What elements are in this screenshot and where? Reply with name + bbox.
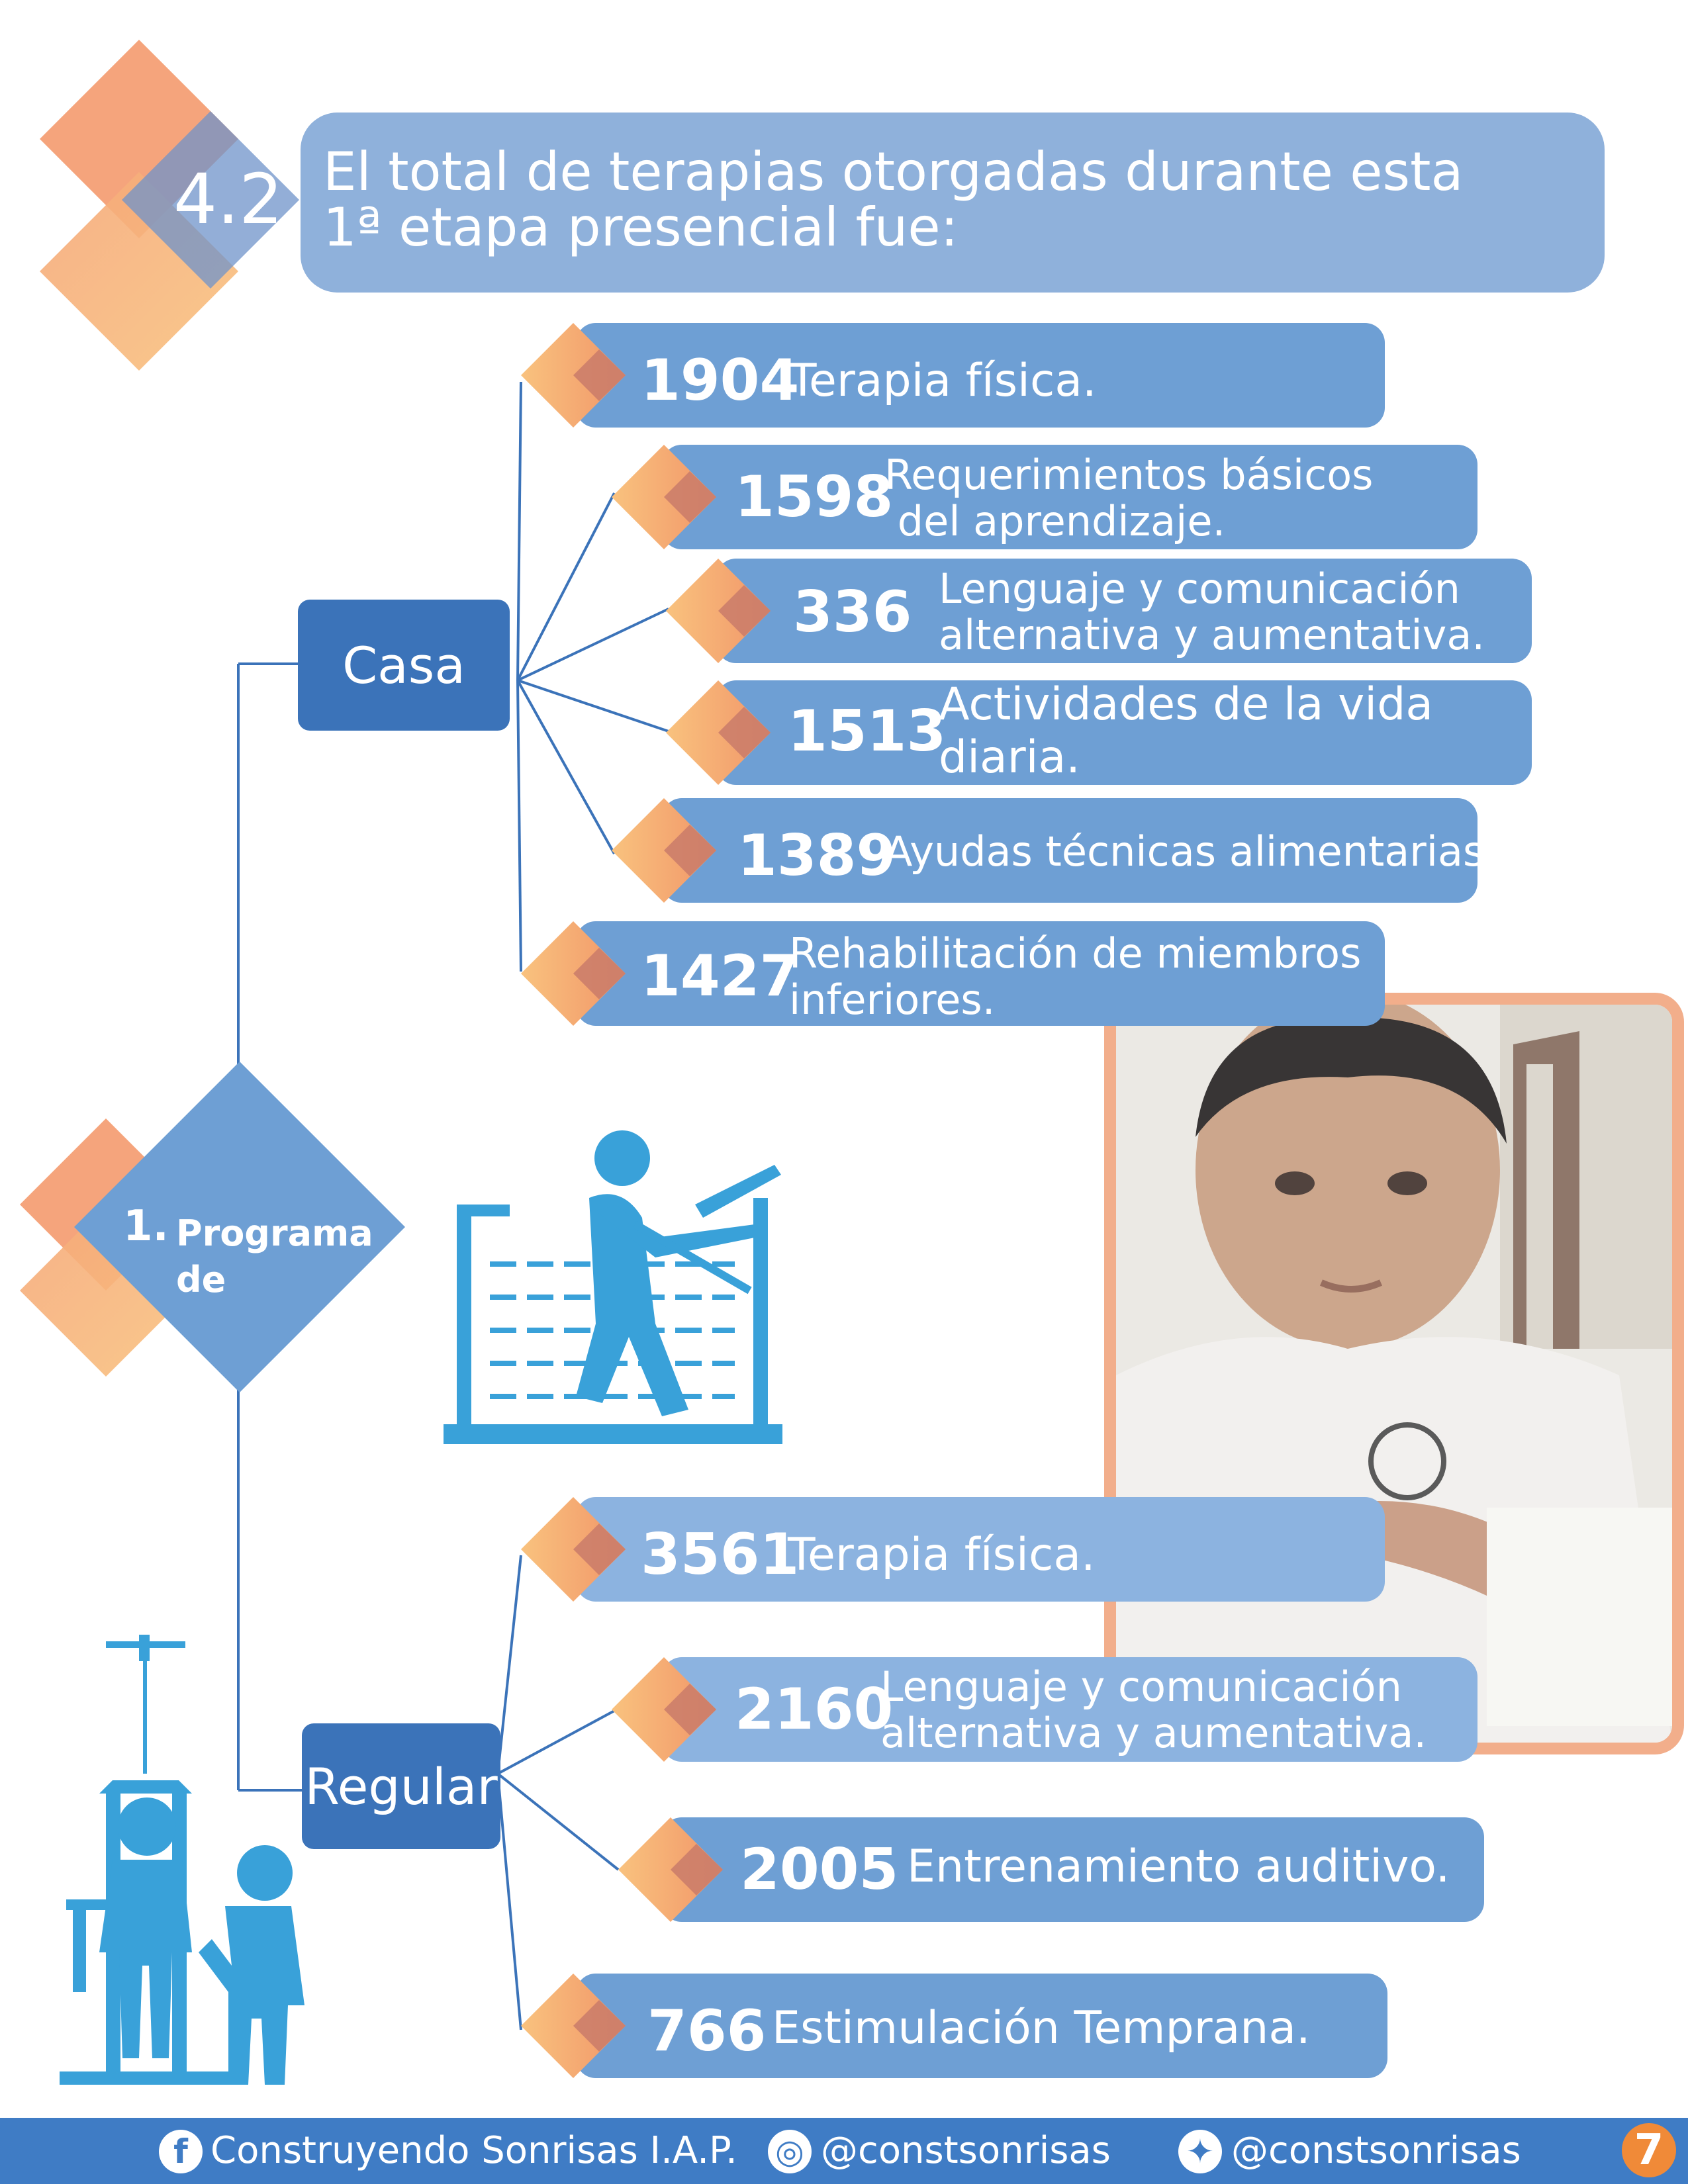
casa-item-label: del aprendizaje.	[884, 497, 1226, 545]
regular-item-value: 766	[647, 1998, 767, 2064]
section-title	[323, 141, 1594, 258]
casa-item-label: Terapia física.	[789, 355, 1097, 407]
footer-facebook[interactable]: Construyendo Sonrisas I.A.P.	[211, 2129, 737, 2172]
program-label-line2: de	[176, 1259, 226, 1300]
casa-item-value: 1389	[737, 823, 896, 889]
regular-item-value: 3561	[641, 1522, 800, 1588]
facebook-icon[interactable]: f	[159, 2130, 203, 2173]
footer-instagram[interactable]: @constsonrisas	[821, 2129, 1111, 2172]
casa-item-label: Ayudas técnicas alimentarias.	[884, 827, 1498, 876]
section-number: 4.2	[173, 159, 283, 240]
casa-item-value: 1427	[641, 943, 800, 1009]
section-title-line2: 1ª etapa presencial fue:	[323, 197, 959, 258]
casa-item-value: 336	[793, 579, 912, 645]
regular-item-label: Estimulación Temprana.	[772, 2002, 1311, 2054]
program-label-line1: Programa	[176, 1212, 373, 1254]
instagram-icon[interactable]: ◎	[768, 2130, 812, 2173]
casa-item-value: 1904	[641, 347, 800, 414]
casa-item-label: Rehabilitación de miembros	[789, 929, 1362, 978]
child-photo-illustration	[1116, 1005, 1672, 1743]
casa-item-label: diaria.	[939, 731, 1080, 784]
regular-item-value: 2160	[735, 1676, 894, 1743]
pool-therapy-icon	[444, 1125, 788, 1456]
casa-item-label: inferiores.	[789, 976, 996, 1024]
page-number: 7	[1622, 2123, 1676, 2177]
section-title-line1: El total de terapias otorgadas durante esta	[323, 141, 1464, 203]
program-number: 1.	[123, 1202, 169, 1251]
casa-item-label: alternativa y aumentativa.	[939, 611, 1485, 659]
gait-trainer-icon	[60, 1635, 318, 2098]
casa-item-label: Requerimientos básicos	[884, 451, 1374, 499]
casa-item-label: Actividades de la vida	[939, 678, 1434, 731]
casa-item-value: 1598	[735, 464, 894, 530]
regular-item-label: Lenguaje y comunicación	[880, 1662, 1402, 1711]
regular-item-label: alternativa y aumentativa.	[880, 1709, 1427, 1757]
regular-item-label: Terapia física.	[788, 1529, 1096, 1581]
footer-twitter[interactable]: @constsonrisas	[1231, 2129, 1521, 2172]
regular-item-label: Entrenamiento auditivo.	[907, 1841, 1450, 1893]
category-casa: Casa	[298, 600, 510, 731]
twitter-icon[interactable]: ✦	[1178, 2130, 1222, 2173]
casa-item-label: Lenguaje y comunicación	[939, 565, 1460, 613]
child-photo	[1104, 993, 1684, 1754]
regular-item-value: 2005	[740, 1837, 899, 1903]
category-regular: Regular	[302, 1723, 500, 1849]
casa-item-value: 1513	[788, 698, 947, 764]
